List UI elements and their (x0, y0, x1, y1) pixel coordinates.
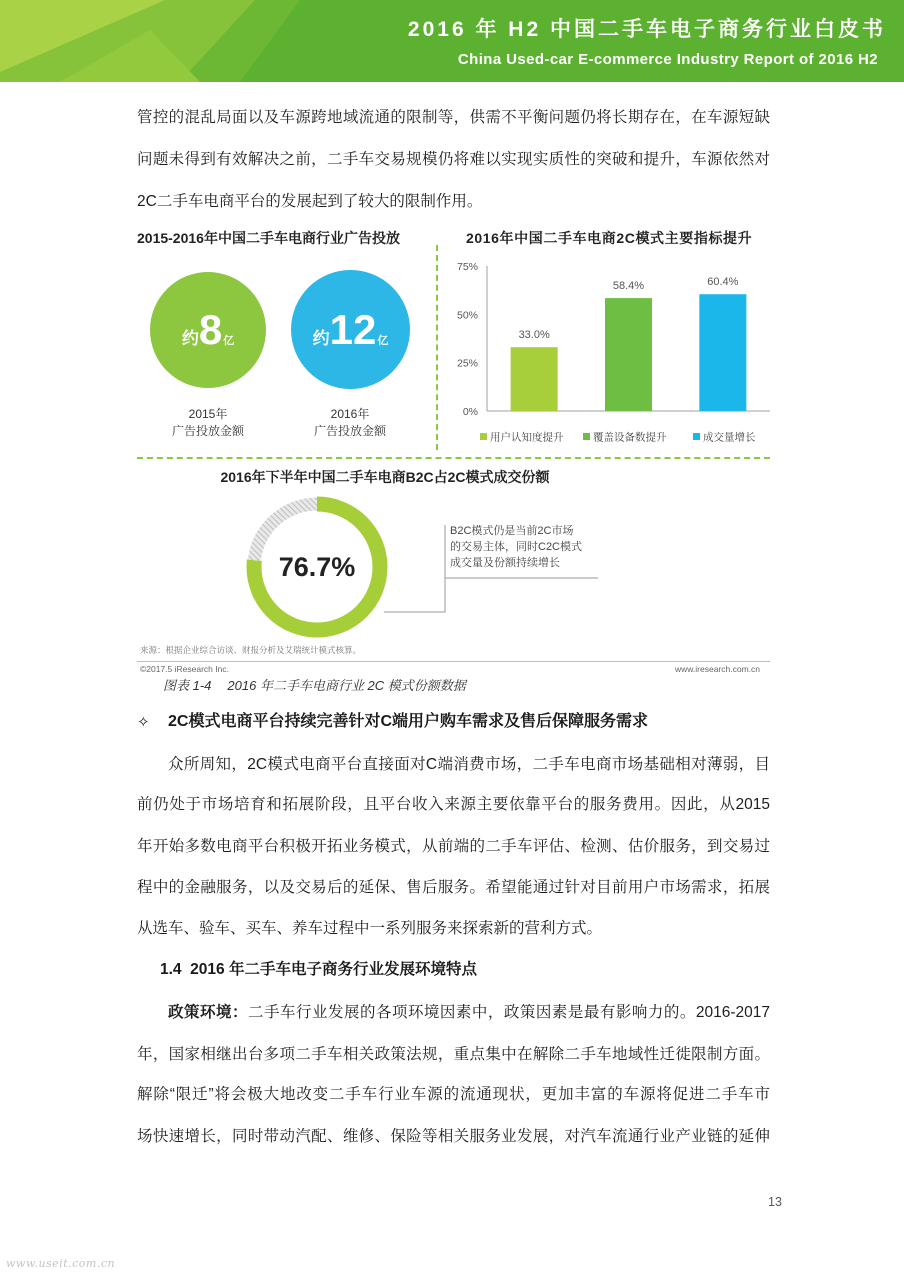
paragraph-line: 场快速增长，同时带动汽配、维修、保险等相关服务业发展，对汽车流通行业产业链的延伸 (137, 1128, 770, 1145)
caption-year: 2016年 (330, 407, 370, 421)
ad-spend-caption-2016 (290, 406, 410, 440)
ad-spend-value-2016 (312, 305, 389, 353)
bar-3 (699, 294, 746, 411)
ad-spend-circle-2016 (291, 270, 410, 389)
figure-footer-rule (137, 661, 770, 662)
y-tick-label: 25% (456, 357, 478, 370)
y-tick-label: 0% (462, 406, 478, 418)
paragraph-line: 问题未得到有效解决之前，二手车交易规模仍将难以实现实质性的突破和提升，车源依然对 (137, 151, 770, 168)
page-number: 13 (768, 1195, 782, 1209)
report-header-banner (0, 0, 904, 82)
ad-spend-amount: 12 (329, 305, 377, 353)
figure-copyright: ©2017.5 iResearch Inc. (140, 664, 229, 674)
approx-prefix: 约 (181, 329, 199, 348)
legend-swatch (480, 433, 487, 440)
ad-spend-unit: 亿 (377, 334, 389, 347)
bar-value-label: 60.4% (707, 276, 739, 289)
bullet-heading: 2C模式电商平台持续完善针对C端用户购车需求及售后保障服务需求 (168, 713, 649, 730)
ad-spend-circle-2015 (150, 272, 266, 388)
caption-label: 广告投放金额 (171, 424, 244, 438)
bar-2 (605, 298, 652, 411)
paragraph-line: 解除“限迁”将会极大地改变二手车行业车源的流通现状，更加丰富的车源将促进二手车市 (137, 1086, 770, 1103)
paragraph-line (168, 1002, 770, 1024)
y-tick-label: 50% (456, 309, 478, 322)
legend-label: 覆盖设备数提升 (593, 431, 667, 444)
caption-title: 2016 年二手车电商行业 2C 模式份额数据 (227, 678, 466, 693)
legend-swatch (583, 433, 590, 440)
legend-swatch (693, 433, 700, 440)
paragraph-line: 年，国家相继出台多项二手车相关政策法规，重点集中在解除二手车地域性迁徙限制方面。 (137, 1046, 770, 1063)
bar-chart-title: 2016年中国二手车电商2C模式主要指标提升 (466, 230, 753, 246)
caption-number: 图表 1-4 (163, 678, 212, 693)
paragraph-line: 从选车、验车、买车、养车过程中一系列服务来探索新的营利方式。 (137, 920, 603, 937)
figure-source-note: 来源：根据企业综合访谈、财报分析及艾瑞统计模式核算。 (140, 645, 362, 655)
donut-annotation-line: B2C模式仍是当前2C市场 (450, 525, 574, 537)
callout-leader-line (384, 525, 445, 612)
paragraph-line: 程中的金融服务，以及交易后的延保、售后服务。希望能通过针对目前用户市场需求，拓展 (137, 879, 770, 896)
site-watermark: www.useit.com.cn (6, 1257, 116, 1270)
caption-year: 2015年 (188, 407, 228, 421)
approx-prefix: 约 (312, 328, 330, 348)
donut-annotation-line: 的交易主体，同时C2C模式 (450, 541, 583, 553)
ad-spend-caption-2015 (148, 406, 268, 440)
paragraph-line: 前仍处于市场培育和拓展阶段，且平台收入来源主要依靠平台的服务费用。因此，从2015 (137, 796, 770, 813)
paragraph-line: 2C二手车电商平台的发展起到了较大的限制作用。 (137, 193, 483, 210)
paragraph-lead: 政策环境： (168, 1004, 248, 1021)
report-title: 2016 年 H2 中国二手车电子商务行业白皮书 (407, 18, 886, 41)
report-subtitle: China Used-car E-commerce Industry Report of 2016 H2 (457, 51, 878, 68)
paragraph-text: 二手车行业发展的各项环境因素中，政策因素是最有影响力的。2016-2017 (247, 1004, 770, 1021)
y-tick-label: 75% (456, 261, 478, 273)
bar-chart (440, 250, 780, 450)
figure-website: www.iresearch.com.cn (674, 664, 760, 674)
section-heading: 1.4 2016 年二手车电子商务行业发展环境特点 (160, 961, 477, 978)
ad-spend-unit: 亿 (223, 335, 235, 347)
donut-chart-title: 2016年下半年中国二手车电商B2C占2C模式成交份额 (220, 469, 550, 485)
bar-1 (511, 347, 558, 411)
bar-value-label: 58.4% (612, 280, 645, 293)
legend-label: 成交量增长 (703, 431, 756, 444)
paragraph-line: 管控的混乱局面以及车源跨地域流通的限制等，供需不平衡问题仍将长期存在，在车源短缺 (137, 109, 770, 126)
four-pointed-star-outline-icon: ✧ (137, 713, 150, 731)
ad-spend-title: 2015-2016年中国二手车电商行业广告投放 (137, 230, 400, 246)
ad-spend-value-2015 (181, 306, 235, 353)
ad-spend-amount: 8 (198, 306, 223, 353)
horizontal-dashed-divider (137, 457, 770, 459)
vertical-dashed-divider (436, 245, 438, 450)
paragraph-line: 年开始多数电商平台积极开拓业务模式，从前端的二手车评估、检测、估价服务，到交易过 (137, 838, 770, 855)
paragraph-line: 众所周知，2C模式电商平台直接面对C端消费市场，二手车电商市场基础相对薄弱，目 (168, 756, 770, 773)
donut-center-label: 76.7% (278, 552, 356, 582)
caption-label: 广告投放金额 (313, 424, 386, 438)
figure-caption (163, 677, 466, 695)
donut-annotation-line: 成交量及份额持续增长 (450, 557, 560, 569)
bar-value-label: 33.0% (518, 329, 550, 342)
legend-label: 用户认知度提升 (490, 431, 564, 444)
